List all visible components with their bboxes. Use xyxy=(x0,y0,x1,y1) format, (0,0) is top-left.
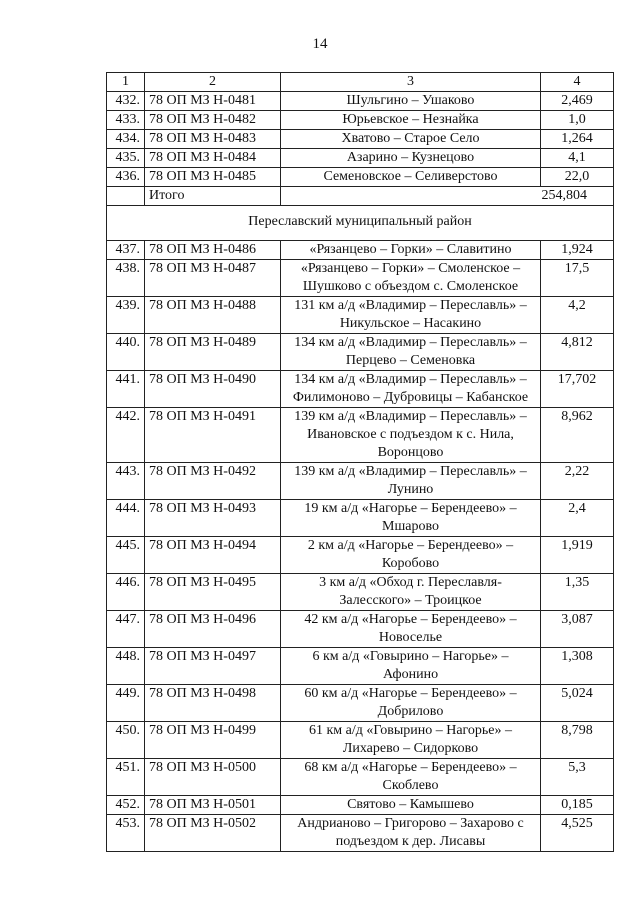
road-code: 78 ОП МЗ Н-0495 xyxy=(145,574,281,611)
road-code: 78 ОП МЗ Н-0481 xyxy=(145,92,281,111)
road-name: 134 км а/д «Владимир – Переславль» – Перцево – Семеновка xyxy=(281,334,541,371)
road-name: Шульгино – Ушаково xyxy=(281,92,541,111)
road-length: 5,3 xyxy=(541,759,614,796)
table-row xyxy=(107,722,614,759)
row-number: 438. xyxy=(107,260,145,297)
row-number: 437. xyxy=(107,241,145,260)
row-number: 434. xyxy=(107,130,145,149)
road-length: 2,469 xyxy=(541,92,614,111)
road-code: 78 ОП МЗ Н-0483 xyxy=(145,130,281,149)
road-name: 60 км а/д «Нагорье – Берендеево» – Добрилово xyxy=(281,685,541,722)
row-number: 440. xyxy=(107,334,145,371)
table-row xyxy=(107,537,614,574)
road-length: 0,185 xyxy=(541,796,614,815)
row-number: 436. xyxy=(107,168,145,187)
row-number: 439. xyxy=(107,297,145,334)
road-name: Семеновское – Селиверстово xyxy=(281,168,541,187)
road-code: 78 ОП МЗ Н-0484 xyxy=(145,149,281,168)
row-number: 433. xyxy=(107,111,145,130)
table-row xyxy=(107,297,614,334)
road-code: 78 ОП МЗ Н-0487 xyxy=(145,260,281,297)
road-code: 78 ОП МЗ Н-0486 xyxy=(145,241,281,260)
road-length: 17,702 xyxy=(541,371,614,408)
road-name: «Рязанцево – Горки» – Славитино xyxy=(281,241,541,260)
column-header: 2 xyxy=(145,73,281,92)
row-number: 451. xyxy=(107,759,145,796)
row-number: 449. xyxy=(107,685,145,722)
row-number: 448. xyxy=(107,648,145,685)
road-code: 78 ОП МЗ Н-0493 xyxy=(145,500,281,537)
table-row xyxy=(107,241,614,260)
table-row xyxy=(107,260,614,297)
road-name: 139 км а/д «Владимир – Переславль» – Лунино xyxy=(281,463,541,500)
row-number: 441. xyxy=(107,371,145,408)
road-length: 1,35 xyxy=(541,574,614,611)
road-name: Хватово – Старое Село xyxy=(281,130,541,149)
row-number: 450. xyxy=(107,722,145,759)
table-row xyxy=(107,685,614,722)
road-name: 6 км а/д «Говырино – Нагорье» – Афонино xyxy=(281,648,541,685)
total-row xyxy=(107,187,614,206)
table-row xyxy=(107,130,614,149)
road-length: 22,0 xyxy=(541,168,614,187)
district-row xyxy=(107,206,614,241)
road-name: 2 км а/д «Нагорье – Берендеево» – Коробово xyxy=(281,537,541,574)
road-length: 4,525 xyxy=(541,815,614,852)
road-length: 2,22 xyxy=(541,463,614,500)
road-code: 78 ОП МЗ Н-0488 xyxy=(145,297,281,334)
road-length: 1,919 xyxy=(541,537,614,574)
road-length: 1,924 xyxy=(541,241,614,260)
road-name: «Рязанцево – Горки» – Смоленское – Шушково с объездом с. Смоленское xyxy=(281,260,541,297)
table-body xyxy=(107,73,614,852)
road-length: 3,087 xyxy=(541,611,614,648)
table-row xyxy=(107,611,614,648)
column-header: 4 xyxy=(541,73,614,92)
table-row xyxy=(107,648,614,685)
table-row xyxy=(107,371,614,408)
road-name: Юрьевское – Незнайка xyxy=(281,111,541,130)
table-row xyxy=(107,574,614,611)
road-length: 4,1 xyxy=(541,149,614,168)
road-code: 78 ОП МЗ Н-0492 xyxy=(145,463,281,500)
table-row xyxy=(107,111,614,130)
column-header: 1 xyxy=(107,73,145,92)
table-row xyxy=(107,168,614,187)
row-number: 444. xyxy=(107,500,145,537)
road-code: 78 ОП МЗ Н-0500 xyxy=(145,759,281,796)
road-code: 78 ОП МЗ Н-0489 xyxy=(145,334,281,371)
road-code: 78 ОП МЗ Н-0482 xyxy=(145,111,281,130)
road-code: 78 ОП МЗ Н-0498 xyxy=(145,685,281,722)
column-header: 3 xyxy=(281,73,541,92)
road-length: 4,2 xyxy=(541,297,614,334)
row-number: 443. xyxy=(107,463,145,500)
road-code: 78 ОП МЗ Н-0496 xyxy=(145,611,281,648)
row-number: 435. xyxy=(107,149,145,168)
road-length: 5,024 xyxy=(541,685,614,722)
total-value: 254,804 xyxy=(281,187,614,206)
table-row xyxy=(107,149,614,168)
road-code: 78 ОП МЗ Н-0501 xyxy=(145,796,281,815)
road-code: 78 ОП МЗ Н-0490 xyxy=(145,371,281,408)
row-number: 452. xyxy=(107,796,145,815)
road-name: 42 км а/д «Нагорье – Берендеево» – Новоселье xyxy=(281,611,541,648)
road-name: Святово – Камышево xyxy=(281,796,541,815)
road-code: 78 ОП МЗ Н-0499 xyxy=(145,722,281,759)
road-length: 2,4 xyxy=(541,500,614,537)
road-code: 78 ОП МЗ Н-0491 xyxy=(145,408,281,463)
table-row xyxy=(107,334,614,371)
row-number: 447. xyxy=(107,611,145,648)
total-blank-cell xyxy=(107,187,145,206)
table-row xyxy=(107,500,614,537)
road-length: 17,5 xyxy=(541,260,614,297)
district-title: Переславский муниципальный район xyxy=(107,206,614,241)
road-length: 1,308 xyxy=(541,648,614,685)
road-name: 131 км а/д «Владимир – Переславль» – Никульское – Насакино xyxy=(281,297,541,334)
road-code: 78 ОП МЗ Н-0485 xyxy=(145,168,281,187)
table-row xyxy=(107,463,614,500)
table-row xyxy=(107,796,614,815)
road-length: 8,798 xyxy=(541,722,614,759)
table-row xyxy=(107,815,614,852)
row-number: 445. xyxy=(107,537,145,574)
road-length: 1,264 xyxy=(541,130,614,149)
row-number: 453. xyxy=(107,815,145,852)
table-row xyxy=(107,759,614,796)
row-number: 432. xyxy=(107,92,145,111)
road-length: 8,962 xyxy=(541,408,614,463)
road-name: 3 км а/д «Обход г. Переславля-Залесского» – Троицкое xyxy=(281,574,541,611)
page-number: 14 xyxy=(312,36,328,52)
header-row xyxy=(107,73,614,92)
road-code: 78 ОП МЗ Н-0502 xyxy=(145,815,281,852)
road-code: 78 ОП МЗ Н-0497 xyxy=(145,648,281,685)
table-row xyxy=(107,92,614,111)
road-name: Андрианово – Григорово – Захарово с подъездом к дер. Лисавы xyxy=(281,815,541,852)
road-name: 139 км а/д «Владимир – Переславль» – Ивановское с подъездом к с. Нила, Воронцово xyxy=(281,408,541,463)
total-label: Итого xyxy=(145,187,281,206)
roads-table xyxy=(106,72,614,852)
road-length: 4,812 xyxy=(541,334,614,371)
road-name: 61 км а/д «Говырино – Нагорье» – Лихарево – Сидорково xyxy=(281,722,541,759)
road-length: 1,0 xyxy=(541,111,614,130)
road-name: 68 км а/д «Нагорье – Берендеево» – Скоблево xyxy=(281,759,541,796)
road-name: 19 км а/д «Нагорье – Берендеево» – Мшарово xyxy=(281,500,541,537)
road-name: 134 км а/д «Владимир – Переславль» – Филимоново – Дубровицы – Кабанское xyxy=(281,371,541,408)
row-number: 446. xyxy=(107,574,145,611)
road-code: 78 ОП МЗ Н-0494 xyxy=(145,537,281,574)
table-row xyxy=(107,408,614,463)
road-name: Азарино – Кузнецово xyxy=(281,149,541,168)
row-number: 442. xyxy=(107,408,145,463)
